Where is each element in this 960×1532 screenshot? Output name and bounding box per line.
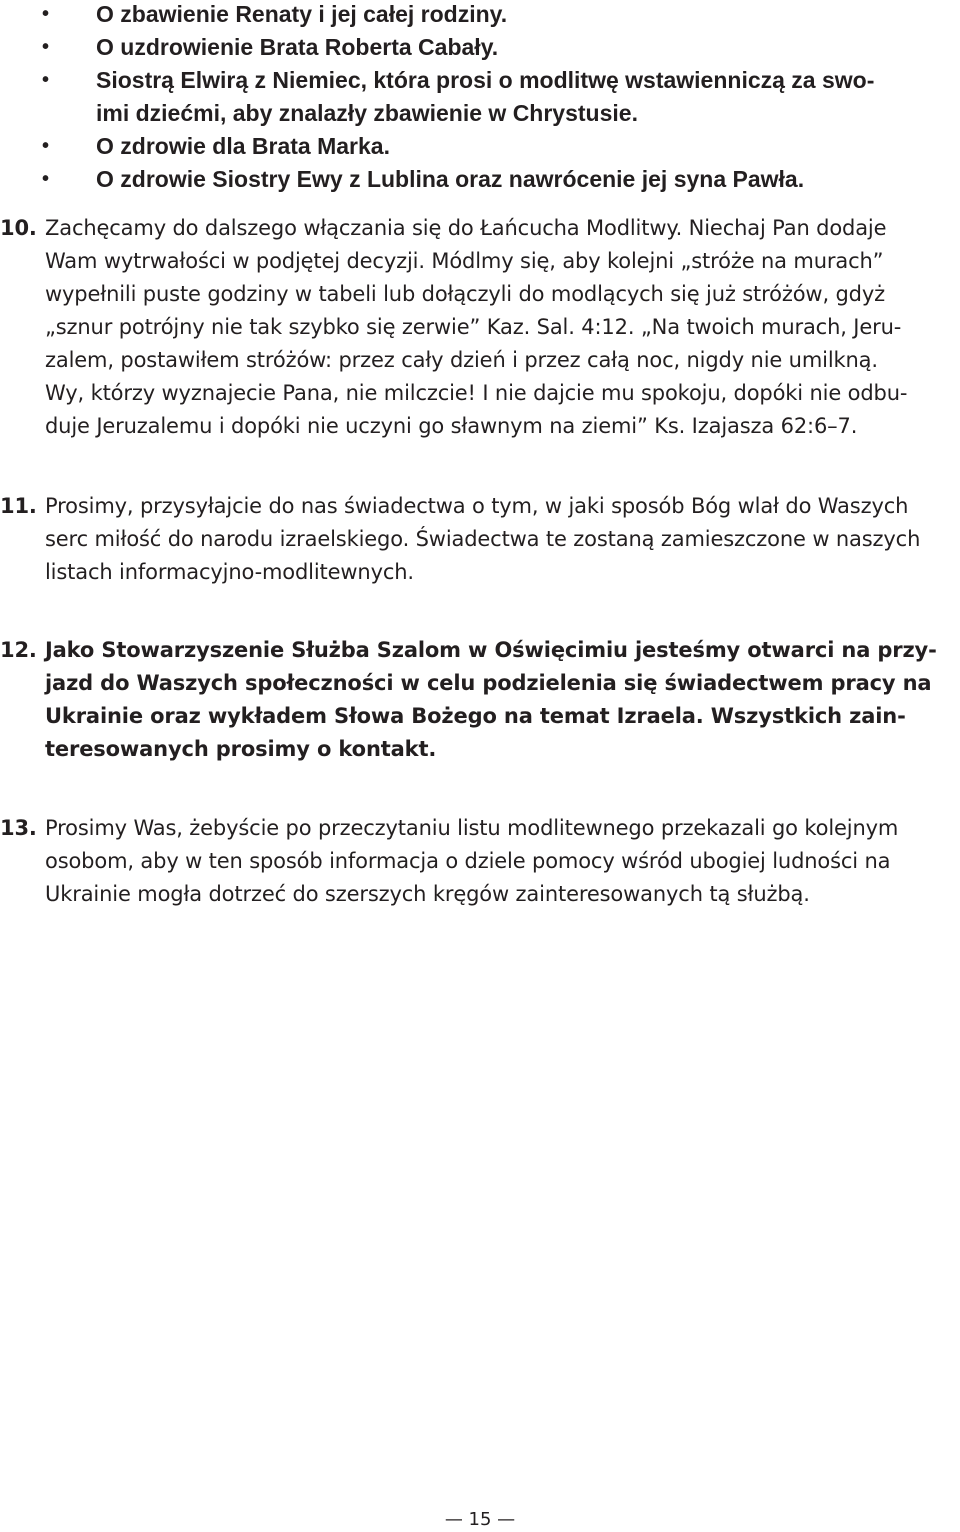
paragraph-line: Zachęcamy do dalszego włączania się do Łańcucha Modlitwy. Niechaj Pan dodaje: [45, 216, 887, 240]
paragraph-line: Ukrainie oraz wykładem Słowa Bożego na temat Izraela. Wszystkich zain-: [45, 704, 906, 728]
paragraph-line: osobom, aby w ten sposób informacja o dziele pomocy wśród ubogiej ludności na: [45, 849, 891, 873]
prayer-request-text: O zdrowie Siostry Ewy z Lublina oraz nawrócenie jej syna Pawła.: [96, 166, 805, 192]
item-number: 11.: [0, 494, 37, 518]
paragraph-line: Prosimy, przysyłajcie do nas świadectwa o tym, w jaki sposób Bóg wlał do Waszych: [45, 494, 909, 518]
item-number: 12.: [0, 638, 37, 662]
paragraph-line: Ukrainie mogła dotrzeć do szerszych kręgów zainteresowanych tą służbą.: [45, 882, 810, 906]
paragraph-line: listach informacyjno-modlitewnych.: [45, 560, 414, 584]
item-number: 10.: [0, 216, 37, 240]
paragraph-line: teresowanych prosimy o kontakt.: [45, 737, 437, 761]
paragraph-line: duje Jeruzalemu i dopóki nie uczyni go sławnym na ziemi” Ks. Izajasza 62:6–7.: [45, 414, 858, 438]
paragraph-line: Wy, którzy wyznajecie Pana, nie milczcie! I nie dajcie mu spokoju, dopóki nie odbu-: [45, 381, 908, 405]
prayer-request-text: O zbawienie Renaty i jej całej rodziny.: [96, 1, 508, 27]
bullet-icon: •: [42, 3, 50, 25]
paragraph-line: jazd do Waszych społeczności w celu podzielenia się świadectwem pracy na: [45, 671, 932, 695]
prayer-request-text: imi dziećmi, aby znalazły zbawienie w Chrystusie.: [96, 100, 638, 126]
bullet-icon: •: [42, 36, 50, 58]
bullet-icon: •: [42, 135, 50, 157]
prayer-request-text: O uzdrowienie Brata Roberta Cabały.: [96, 34, 499, 60]
item-number: 13.: [0, 816, 37, 840]
paragraph-line: Wam wytrwałości w podjętej decyzji. Módlmy się, aby kolejni „stróże na murach”: [45, 249, 884, 273]
prayer-request-text: Siostrą Elwirą z Niemiec, która prosi o modlitwę wstawienniczą za swo-: [96, 67, 875, 93]
paragraph-line: Prosimy Was, żebyście po przeczytaniu listu modlitewnego przekazali go kolejnym: [45, 816, 899, 840]
paragraph-line: zalem, postawiłem stróżów: przez cały dzień i przez całą noc, nigdy nie umilkną.: [45, 348, 878, 372]
paragraph-line: serc miłość do narodu izraelskiego. Świadectwa te zostaną zamieszczone w naszych: [45, 527, 921, 551]
paragraph-line: wypełnili puste godziny w tabeli lub dołączyli do modlących się już stróżów, gdyż: [45, 282, 886, 306]
prayer-request-text: O zdrowie dla Brata Marka.: [96, 133, 390, 159]
bullet-icon: •: [42, 168, 50, 190]
bullet-icon: •: [42, 69, 50, 91]
paragraph-line: Jako Stowarzyszenie Służba Szalom w Oświęcimiu jesteśmy otwarci na przy-: [45, 638, 937, 662]
paragraph-line: „sznur potrójny nie tak szybko się zerwie” Kaz. Sal. 4:12. „Na twoich murach, Jeru-: [45, 315, 902, 339]
page-number: — 15 —: [444, 1509, 516, 1530]
